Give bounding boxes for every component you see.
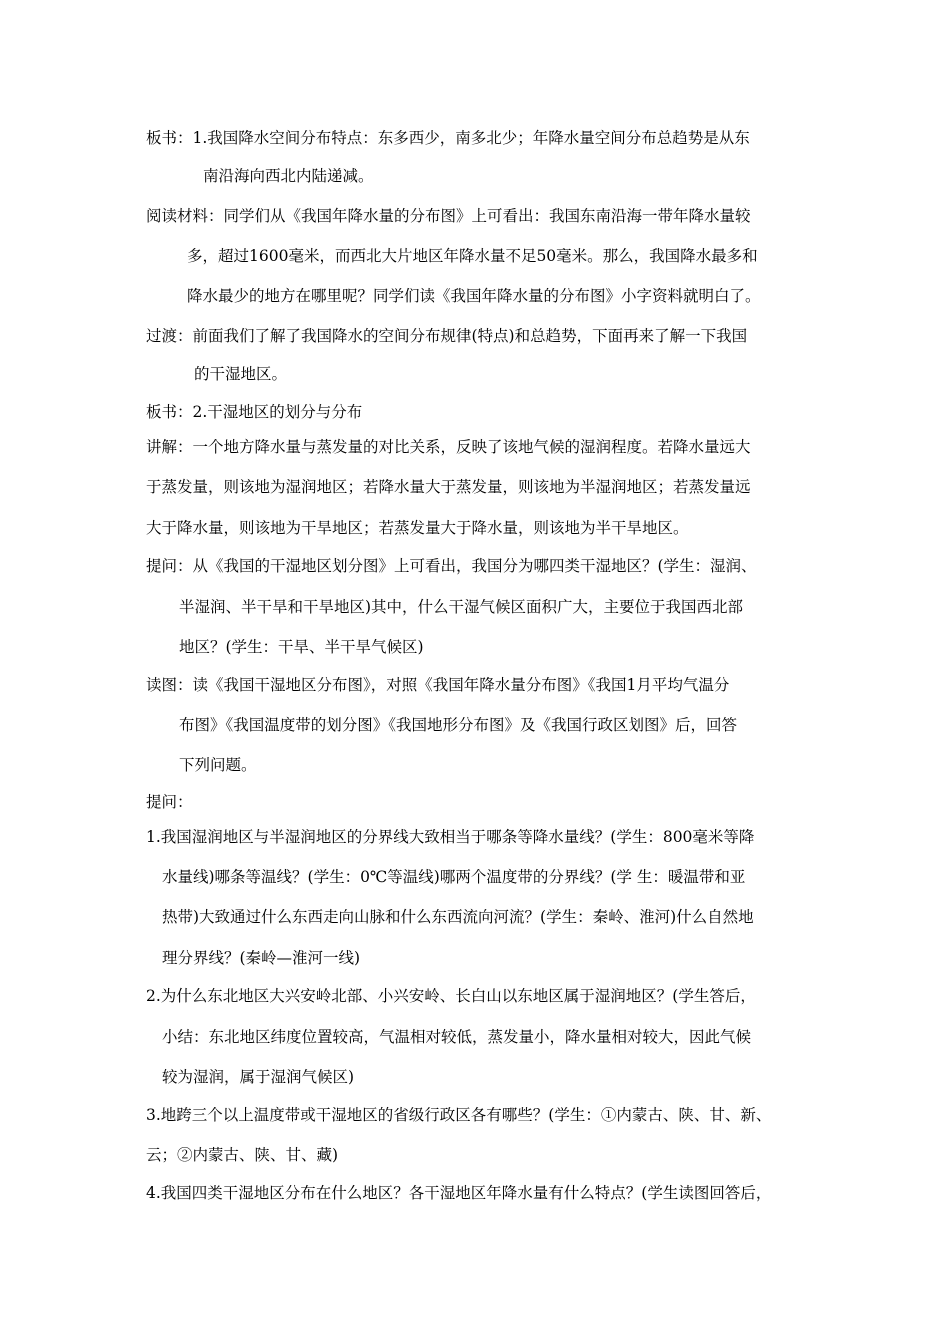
- text-line: 布图》《我国温度带的划分图》《我国地形分布图》及《我国行政区划图》后，回答: [179, 716, 738, 734]
- text-line: 热带)大致通过什么东西走向山脉和什么东西流向河流？(学生：秦岭、淮河)什么自然地: [162, 908, 754, 926]
- text-line: 理分界线？(秦岭—淮河一线): [162, 949, 361, 967]
- text-line: 的干湿地区。: [194, 365, 288, 383]
- text-line: 板书：1.我国降水空间分布特点：东多西少，南多北少；年降水量空间分布总趋势是从东: [146, 129, 750, 147]
- text-line: 板书：2.干湿地区的划分与分布: [146, 403, 363, 421]
- text-line: 过渡：前面我们了解了我国降水的空间分布规律(特点)和总趋势，下面再来了解一下我国: [146, 327, 748, 345]
- text-line: 4.我国四类干湿地区分布在什么地区？各干湿地区年降水量有什么特点？(学生读图回答后，: [146, 1184, 772, 1202]
- text-line: 半湿润、半干旱和干旱地区)其中，什么干湿气候区面积广大，主要位于我国西北部: [179, 598, 744, 616]
- text-line: 1.我国湿润地区与半湿润地区的分界线大致相当于哪条等降水量线？(学生：800毫米等降: [146, 828, 755, 846]
- text-line: 南沿海向西北内陆递减。: [203, 167, 374, 185]
- text-line: 阅读材料：同学们从《我国年降水量的分布图》上可看出：我国东南沿海一带年降水量较: [146, 207, 751, 225]
- text-line: 2.为什么东北地区大兴安岭北部、小兴安岭、长白山以东地区属于湿润地区？(学生答后，: [146, 987, 756, 1005]
- text-line: 地区？(学生：干旱、半干旱气候区): [179, 638, 424, 656]
- text-line: 3.地跨三个以上温度带或干湿地区的省级行政区各有哪些？(学生：①内蒙古、陕、甘、新、: [146, 1106, 772, 1124]
- text-line: 多，超过1600毫米，而西北大片地区年降水量不足50毫米。那么，我国降水最多和: [187, 247, 758, 265]
- text-line: 提问：: [146, 793, 193, 811]
- text-line: 讲解：一个地方降水量与蒸发量的对比关系，反映了该地气候的湿润程度。若降水量远大: [146, 438, 751, 456]
- text-line: 较为湿润，属于湿润气候区): [162, 1068, 355, 1086]
- text-line: 降水最少的地方在哪里呢？同学们读《我国年降水量的分布图》小字资料就明白了。: [187, 287, 761, 305]
- text-line: 水量线)哪条等温线？(学生：0℃等温线)哪两个温度带的分界线？(学 生：暖温带和亚: [162, 868, 746, 886]
- text-line: 下列问题。: [179, 756, 257, 774]
- text-line: 提问：从《我国的干湿地区划分图》上可看出，我国分为哪四类干湿地区？(学生：湿润、: [146, 557, 757, 575]
- text-line: 于蒸发量，则该地为湿润地区；若降水量大于蒸发量，则该地为半湿润地区；若蒸发量远: [146, 478, 751, 496]
- text-line: 读图：读《我国干湿地区分布图》，对照《我国年降水量分布图》《我国1月平均气温分: [146, 676, 730, 694]
- text-line: 小结：东北地区纬度位置较高，气温相对较低，蒸发量小，降水量相对较大，因此气候: [162, 1028, 752, 1046]
- text-line: 云；②内蒙古、陕、甘、藏): [146, 1146, 339, 1164]
- text-line: 大于降水量，则该地为干旱地区；若蒸发量大于降水量，则该地为半干旱地区。: [146, 519, 689, 537]
